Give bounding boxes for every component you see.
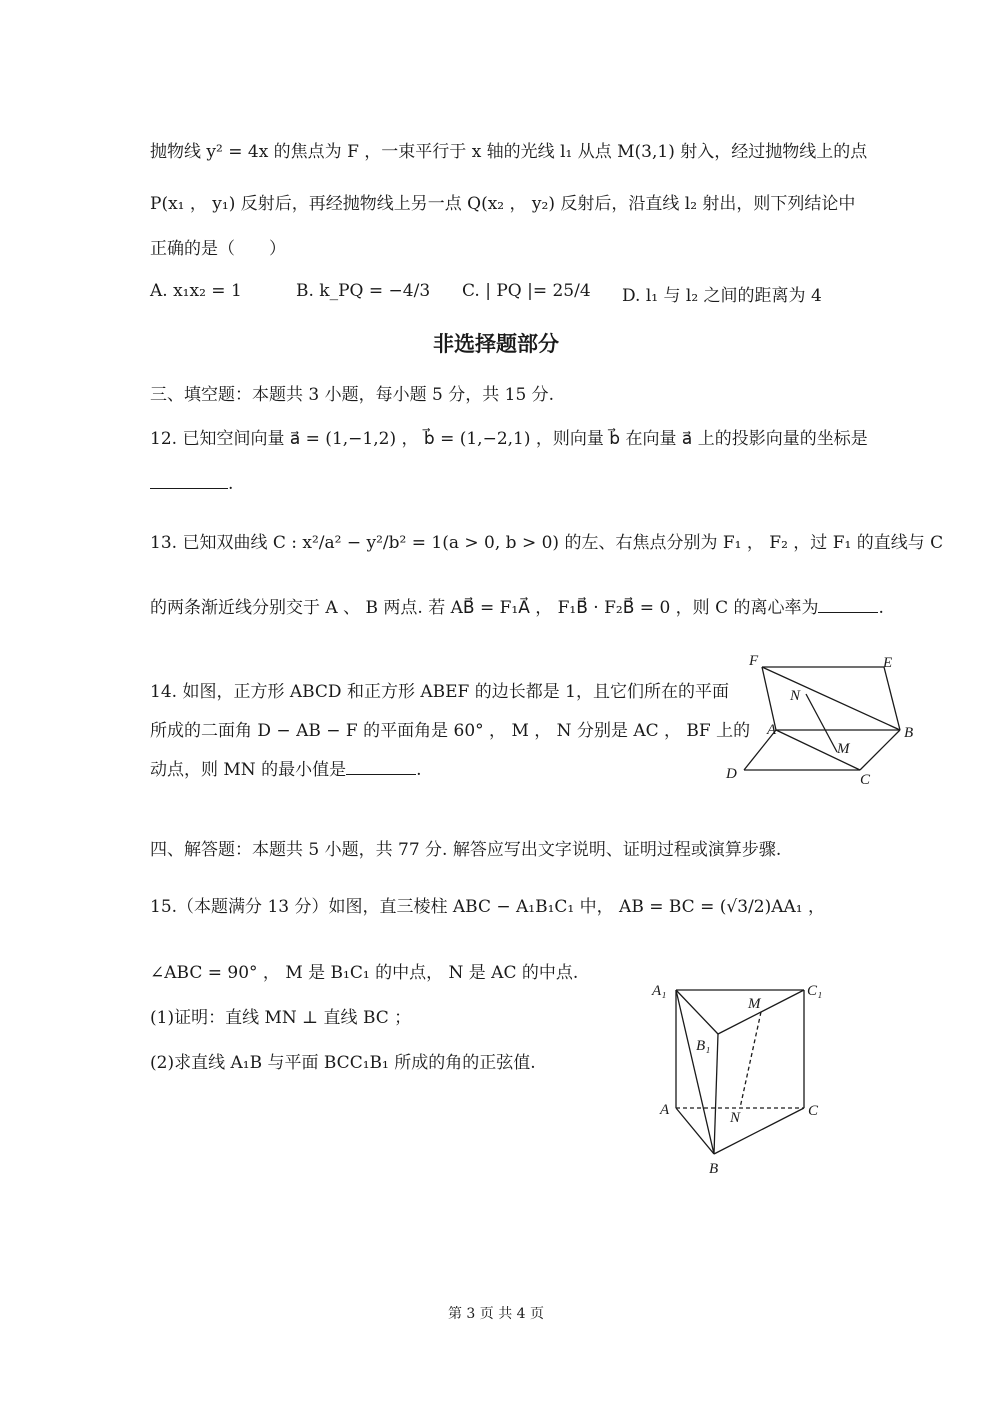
q15-label-b1: B₁ [696,1038,711,1054]
q12-line-1: 12. 已知空间向量 a⃗ = (1,−1,2) ， b⃗ = (1,−2,1) ，则向量 b⃗ 在向量 a⃗ 上的投影向量的坐标是 [150,429,868,449]
q14-line-3 [150,755,422,780]
q15-label-m: M [748,996,761,1012]
q14-line-2: 所成的二面角 D − AB − F 的平面角是 60° ， M ， N 分别是 AC ， BF 上的 [150,721,751,741]
q12-period: . [228,474,234,494]
q11-option-d: D. l₁ 与 l₂ 之间的距离为 4 [622,286,822,306]
q14-answer-blank[interactable] [346,758,416,775]
q12-line-2 [150,472,233,494]
q15-line-2: ∠ABC = 90° ， M 是 B₁C₁ 的中点， N 是 AC 的中点. [150,963,579,983]
q14-period: . [416,760,422,780]
q14-figure [722,650,912,790]
q11-line-2: P(x₁ ， y₁) 反射后，再经抛物线上另一点 Q(x₂ ， y₂) 反射后，沿直线 l₂ 射出，则下列结论中 [150,194,856,214]
q13-line-2 [150,593,884,618]
q15-label-a: A [660,1102,670,1118]
q14-label-c: C [860,772,871,788]
q14-label-m: M [837,741,850,757]
q14-line-3-text: 动点，则 MN 的最小值是 [150,760,347,780]
q15-sub-2: (2)求直线 A₁B 与平面 BCC₁B₁ 所成的角的正弦值. [150,1053,536,1073]
q13-period: . [878,598,884,618]
part4-header: 四、解答题：本题共 5 小题，共 77 分. 解答应写出文字说明、证明过程或演算步骤. [150,840,782,860]
q12-answer-blank[interactable] [150,472,228,489]
q13-answer-blank[interactable] [818,596,878,613]
q14-label-a: A [767,722,777,738]
q15-label-c1: C₁ [807,983,823,999]
q11-option-b: B. k_PQ = −4/3 [296,281,431,301]
q14-label-n: N [790,688,801,704]
q14-label-e: E [883,655,893,671]
part3-header: 三、填空题：本题共 3 小题，每小题 5 分，共 15 分. [150,385,555,405]
q14-line-1: 14. 如图，正方形 ABCD 和正方形 ABEF 的边长都是 1，且它们所在的平面 [150,682,729,702]
q15-sub-1: (1)证明：直线 MN ⊥ 直线 BC ； [150,1008,412,1028]
q14-label-d: D [726,766,737,782]
q11-option-a: A. x₁x₂ = 1 [150,281,242,301]
q13-line-1: 13. 已知双曲线 C : x²/a² − y²/b² = 1(a > 0, b > 0) 的左、右焦点分别为 F₁ ， F₂ ，过 F₁ 的直线与 C [150,533,944,553]
section-title: 非选择题部分 [433,332,559,356]
q15-figure [650,978,850,1178]
q11-option-c: C. | PQ |= 25/4 [462,281,591,301]
q15-line-1: 15.（本题满分 13 分）如图，直三棱柱 ABC − A₁B₁C₁ 中， AB = BC = (√3/2)AA₁ ， [150,897,825,917]
q15-label-n: N [730,1110,741,1126]
q15-label-c: C [808,1103,819,1119]
q14-label-b: B [904,725,914,741]
q15-label-a1: A₁ [652,983,667,999]
q11-line-3: 正确的是（ ） [150,239,286,259]
page-footer: 第 3 页 共 4 页 [447,1306,545,1322]
q14-label-f: F [749,653,759,669]
q15-label-b: B [709,1161,719,1177]
q11-line-1: 抛物线 y² = 4x 的焦点为 F ，一束平行于 x 轴的光线 l₁ 从点 M(3,1) 射入，经过抛物线上的点 [150,142,868,162]
q13-line-2-text: 的两条渐近线分别交于 A 、 B 两点. 若 AB⃗ = F₁A⃗ ， F₁B⃗ · F₂B⃗ = 0 ，则 C 的离心率为 [150,598,819,618]
